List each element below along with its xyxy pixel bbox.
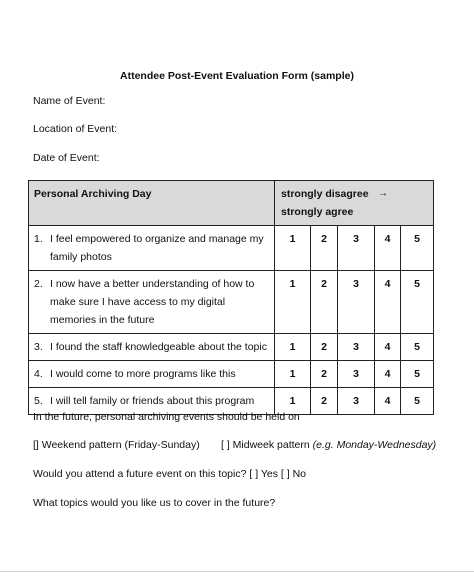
question-number: 3.: [34, 341, 43, 353]
rating-5[interactable]: 5: [401, 226, 434, 271]
rating-4[interactable]: 4: [375, 334, 401, 361]
rating-2[interactable]: 2: [311, 334, 338, 361]
question-number: 1.: [34, 233, 43, 245]
table-header-event: Personal Archiving Day: [29, 181, 275, 226]
table-row: [29, 334, 434, 361]
rating-4[interactable]: 4: [375, 226, 401, 271]
question-cell: [29, 361, 275, 388]
attend-question: [33, 468, 306, 480]
rating-3[interactable]: 3: [338, 226, 375, 271]
yes-option[interactable]: [ ] Yes: [249, 468, 278, 480]
rating-3[interactable]: 3: [338, 334, 375, 361]
table-row: [29, 361, 434, 388]
question-text: I found the staff knowledgeable about the topic: [50, 341, 267, 353]
form-title: Attendee Post-Event Evaluation Form (sample): [120, 70, 354, 82]
topics-prompt: What topics would you like us to cover in the future?: [33, 497, 276, 509]
rating-1[interactable]: 1: [275, 271, 311, 334]
table-row: [29, 271, 434, 334]
rating-1[interactable]: 1: [275, 361, 311, 388]
rating-5[interactable]: 5: [401, 271, 434, 334]
rating-2[interactable]: 2: [311, 271, 338, 334]
evaluation-table: [28, 180, 434, 415]
date-of-event-field: Date of Event:: [33, 152, 100, 164]
rating-5[interactable]: 5: [401, 334, 434, 361]
rating-3[interactable]: 3: [338, 361, 375, 388]
table-header-row: [29, 181, 434, 226]
table-header-scale: [275, 181, 434, 226]
rating-4[interactable]: 4: [375, 361, 401, 388]
question-cell: [29, 334, 275, 361]
name-of-event-field: Name of Event:: [33, 95, 106, 107]
question-number: 5.: [34, 395, 43, 407]
rating-5[interactable]: 5: [401, 361, 434, 388]
question-text: I would come to more programs like this: [50, 368, 236, 380]
attend-prompt: Would you attend a future event on this topic?: [33, 468, 247, 480]
rating-1[interactable]: 1: [275, 388, 311, 415]
midweek-pattern-group: [221, 439, 436, 451]
page-bottom-divider: [0, 571, 474, 572]
question-number: 2.: [34, 278, 43, 290]
rating-1[interactable]: 1: [275, 334, 311, 361]
rating-3[interactable]: 3: [338, 271, 375, 334]
rating-2[interactable]: 2: [311, 361, 338, 388]
arrow-right-icon: →: [378, 188, 388, 199]
table-row: [29, 226, 434, 271]
rating-2[interactable]: 2: [311, 226, 338, 271]
question-cell: [29, 271, 275, 334]
rating-5[interactable]: 5: [401, 388, 434, 415]
scale-high-label: strongly agree: [281, 206, 354, 218]
midweek-pattern-option[interactable]: [ ] Midweek pattern: [221, 439, 310, 451]
question-number: 4.: [34, 368, 43, 380]
rating-4[interactable]: 4: [375, 388, 401, 415]
question-text: I feel empowered to organize and manage my family photos: [50, 233, 264, 263]
future-events-prompt: In the future, personal archiving events should be held on: [33, 411, 300, 423]
midweek-example: (e.g. Monday-Wednesday): [312, 439, 437, 451]
question-text: I now have a better understanding of how to make sure I have access to my digital memories in the future: [50, 278, 255, 326]
rating-2[interactable]: 2: [311, 388, 338, 415]
schedule-options: [33, 439, 437, 451]
scale-low-label: strongly disagree: [281, 188, 369, 200]
rating-4[interactable]: 4: [375, 271, 401, 334]
question-text: I will tell family or friends about this program: [50, 395, 255, 407]
rating-3[interactable]: 3: [338, 388, 375, 415]
weekend-pattern-option[interactable]: [] Weekend pattern (Friday-Sunday): [33, 439, 200, 451]
rating-1[interactable]: 1: [275, 226, 311, 271]
no-option[interactable]: [ ] No: [280, 468, 306, 480]
question-cell: [29, 226, 275, 271]
location-of-event-field: Location of Event:: [33, 123, 118, 135]
